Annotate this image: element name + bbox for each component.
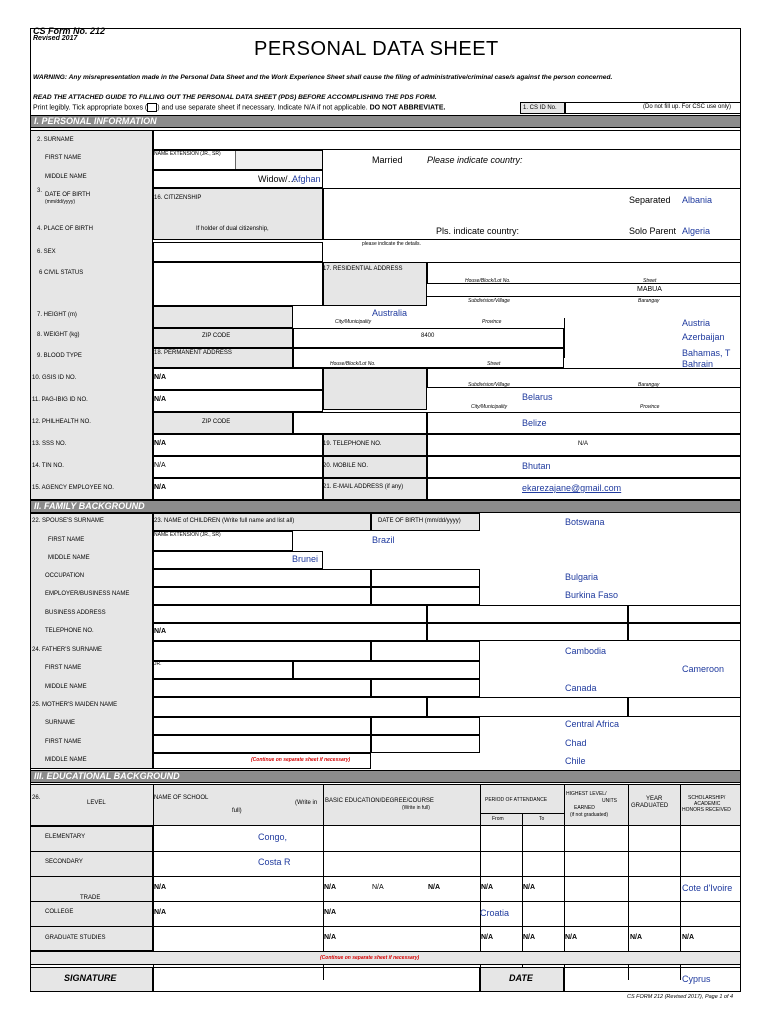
business-row-right (628, 605, 741, 623)
surname-input[interactable] (153, 130, 741, 150)
perm-zip-input[interactable] (293, 412, 427, 434)
indicate-details: please indicate the details. (362, 241, 421, 247)
occupation-input[interactable] (153, 569, 371, 587)
print-instructions (33, 103, 445, 112)
country-croatia: Croatia (480, 908, 510, 918)
surname-label: 2. SURNAME (37, 137, 74, 143)
edu-label-col (30, 826, 153, 951)
grad-to: N/A (523, 934, 536, 941)
telephone-label: 19. TELEPHONE NO. (323, 441, 382, 447)
edu-year-b: GRADUATED (631, 803, 669, 809)
guide-text: READ THE ATTACHED GUIDE TO FILLING OUT THE PERSONAL DATA SHEET (PDS) BEFORE ACCOMPLISHING THE PDS FORM. (33, 94, 437, 101)
grad-highest: N/A (565, 934, 578, 941)
edu-num: 26. (32, 795, 41, 801)
country-algeria: Algeria (682, 226, 711, 236)
spouse-surname-label: 22. SPOUSE'S SURNAME (32, 518, 104, 524)
employer-label: EMPLOYER/BUSINESS NAME (45, 591, 130, 597)
country-congo: Congo, (258, 832, 288, 842)
mother-child-row[interactable] (371, 717, 480, 735)
telephone-value: N/A (578, 441, 589, 447)
print-instruction-a: Print legibly. Tick appropriate boxes ( (33, 104, 148, 112)
pagibig-input[interactable] (153, 390, 323, 412)
country-cyprus: Cyprus (682, 974, 711, 984)
city-caption: City/Municipality (335, 319, 372, 325)
spouse-name-ext: NAME EXTENSION (JR., SR) (154, 532, 221, 538)
father-child-row[interactable] (371, 641, 480, 661)
pls-indicate-country: Pls. indicate country: (436, 226, 520, 236)
civil-status-label: 6 CIVIL STATUS (39, 270, 84, 276)
edu-trade-label: TRADE (80, 895, 101, 901)
agency-value: N/A (154, 484, 167, 491)
street-value: MABUA (637, 286, 662, 293)
country-afghan: Afghan (292, 174, 321, 184)
province-caption: Province (482, 319, 502, 325)
business-address-input[interactable] (153, 605, 427, 623)
spouse-middle-label: MIDDLE NAME (48, 555, 90, 561)
spouse-telephone-value: N/A (154, 628, 167, 635)
edu-secondary-label: SECONDARY (45, 859, 83, 865)
grad-honors: N/A (682, 934, 695, 941)
country-costa: Costa R (258, 857, 291, 867)
country-azerbaijan: Azerbaijan (682, 332, 725, 342)
father-middle-label: MIDDLE NAME (45, 684, 87, 690)
country-chile: Chile (565, 756, 586, 766)
country-belarus: Belarus (522, 392, 553, 402)
edu-course-sub: (Write in full) (402, 805, 430, 811)
edu-sch-a: SCHOLARSHIP/ (688, 795, 726, 801)
edu-highest-a: HIGHEST LEVEL/ (566, 791, 607, 797)
perm-street-caption: Street (487, 361, 501, 367)
cs-id-label-text: 1. CS ID No. (523, 105, 557, 111)
father-first-rest (293, 661, 480, 679)
mother-maiden-label: 25. MOTHER'S MAIDEN NAME (32, 702, 118, 708)
edu-graduate-label: GRADUATE STUDIES (45, 935, 106, 941)
mother-surname-label: SURNAME (45, 720, 76, 726)
country-bhutan: Bhutan (522, 461, 551, 471)
zip-label-2: ZIP CODE (202, 419, 231, 425)
philhealth-label: 12. PHILHEALTH NO. (32, 419, 91, 425)
no-abbreviate: DO NOT ABBREVIATE. (369, 104, 446, 112)
edu-school-header: NAME OF SCHOOL (154, 795, 209, 801)
mother-row-mid (427, 697, 628, 717)
edu-highest-d: (if not graduated) (570, 812, 609, 818)
college-school: N/A (154, 909, 167, 916)
child-row-2[interactable] (371, 587, 480, 605)
form-revision: Revised 2017 (33, 35, 78, 42)
occupation-label: OCCUPATION (45, 573, 85, 579)
name-extension-box (235, 150, 323, 170)
house-block-caption: House/Block/Lot No. (465, 278, 511, 284)
dual-citizenship-note: If holder of dual citizenship, (196, 226, 269, 232)
perm-province-caption: Province (640, 404, 660, 410)
country-bahamas: Bahamas, T (682, 348, 731, 358)
employer-input[interactable] (153, 587, 371, 605)
father-jr: JR. (154, 661, 162, 667)
middle-name-label: MIDDLE NAME (45, 174, 87, 180)
section-family-background: II. FAMILY BACKGROUND (30, 500, 741, 513)
pagibig-label: 11. PAG-IBIG ID NO. (32, 397, 88, 403)
country-cameroon: Cameroon (682, 664, 725, 674)
trade-from: N/A (481, 884, 494, 891)
trade-to: N/A (523, 884, 536, 891)
perm-subdivision-caption: Subdivision/Village (468, 382, 510, 388)
business-address-label: BUSINESS ADDRESS (45, 610, 106, 616)
country-albania: Albania (682, 195, 713, 205)
country-australia: Australia (372, 308, 408, 318)
country-canada: Canada (565, 683, 597, 693)
mother-first-input[interactable] (153, 735, 371, 753)
grad-from: N/A (481, 934, 494, 941)
grad-course: N/A (324, 934, 337, 941)
page-footer: CS FORM 212 (Revised 2017), Page 1 of 4 (627, 994, 734, 1000)
citizenship-input[interactable] (323, 188, 741, 240)
weight-label: 8. WEIGHT (kg) (37, 332, 80, 338)
form-number: CS Form No. 212 (33, 26, 106, 36)
father-surname-label: 24. FATHER'S SURNAME (32, 647, 103, 653)
edu-period-header: PERIOD OF ATTENDANCE (485, 797, 548, 803)
cs-id-note: (Do not fill up. For CSC use only) (643, 104, 732, 110)
civil-status-widow: Widow/… (258, 174, 297, 184)
spouse-telephone-label: TELEPHONE NO. (45, 628, 94, 634)
blood-type-label: 9. BLOOD TYPE (37, 353, 82, 359)
edu-elementary-label: ELEMENTARY (45, 834, 86, 840)
country-bulgaria: Bulgaria (565, 572, 599, 582)
edu-to: To (539, 816, 545, 822)
father-middle-child[interactable] (371, 679, 480, 697)
warning-text: WARNING: Any misrepresentation made in the Personal Data Sheet and the Work Experience Sheet shall cause the filing of administrative/criminal case/s against the person concerned. (33, 74, 613, 81)
country-botswana: Botswana (565, 517, 605, 527)
gsis-label: 10. GSIS ID NO. (32, 375, 77, 381)
email-label: 21. E-MAIL ADDRESS (if any) (323, 484, 404, 490)
street-caption: Street (643, 278, 657, 284)
sss-input[interactable] (153, 434, 323, 456)
mother-maiden-input[interactable] (153, 697, 427, 717)
sex-input[interactable] (153, 242, 323, 262)
sss-label: 13. SSS NO. (32, 441, 67, 447)
sex-label: 6. SEX (37, 249, 56, 255)
tin-input[interactable] (153, 456, 323, 478)
citizenship-label: 16. CITIZENSHIP (154, 195, 202, 201)
signature-label: SIGNATURE (64, 973, 117, 983)
tick-box (147, 103, 157, 112)
perm-gap-1 (323, 368, 427, 410)
dob-label: DATE OF BIRTH (45, 192, 91, 198)
country-central-africa: Central Africa (565, 719, 620, 729)
pob-label: 4. PLACE OF BIRTH (37, 226, 93, 232)
civil-status-input[interactable] (153, 262, 323, 306)
child-row-1[interactable] (371, 569, 480, 587)
section-personal-information: I. PERSONAL INFORMATION (30, 115, 741, 128)
father-surname-input[interactable] (153, 641, 371, 661)
residential-address-label: 17. RESIDENTIAL ADDRESS (323, 266, 403, 272)
pagibig-value: N/A (154, 396, 167, 403)
height-input[interactable] (153, 306, 293, 328)
agency-label: 15. AGENCY EMPLOYEE NO. (32, 485, 114, 491)
country-cambodia: Cambodia (565, 646, 607, 656)
sss-value: N/A (154, 440, 167, 447)
perm-city-caption: City/Municipality (471, 404, 508, 410)
college-course: N/A (324, 909, 337, 916)
perm-house-caption: House/Block/Lot No. (330, 361, 376, 367)
first-name-label: FIRST NAME (45, 155, 82, 161)
edu-from: From (492, 816, 504, 822)
edu-sch-b: ACADEMIC (694, 801, 721, 807)
edu-full: full) (232, 808, 242, 814)
tel-row-right (628, 623, 741, 641)
tin-value: N/A (154, 462, 166, 469)
country-austria: Austria (682, 318, 711, 328)
father-middle-input[interactable] (153, 679, 371, 697)
gsis-input[interactable] (153, 368, 323, 390)
date-label: DATE (509, 973, 533, 983)
barangay-caption: Barangay (638, 298, 660, 304)
name-extension-label: NAME EXTENSION (JR., SR) (154, 151, 221, 157)
edu-write-full: (Write in (295, 800, 318, 806)
country-belize: Belize (522, 418, 547, 428)
country-burkina: Burkina Faso (565, 590, 619, 600)
section-educational-background: III. EDUCATIONAL BACKGROUND (30, 770, 741, 783)
perm-barangay-caption: Barangay (638, 382, 660, 388)
indicate-country-1: Please indicate country: (427, 155, 523, 165)
country-bahrain: Bahrain (682, 359, 714, 369)
grad-year: N/A (630, 934, 643, 941)
country-brazil: Brazil (372, 535, 395, 545)
zip-label-1: ZIP CODE (202, 333, 231, 339)
children-label: 23. NAME of CHILDREN (Write full name and list all) (154, 518, 295, 524)
permanent-address-label: 18. PERMANENT ADDRESS (154, 350, 232, 356)
mother-middle-label: MIDDLE NAME (45, 757, 87, 763)
subdivision-caption: Subdivision/Village (468, 298, 510, 304)
dob-format: (mm/dd/yyyy) (45, 199, 75, 205)
child-dob-label: DATE OF BIRTH (mm/dd/yyyy) (378, 518, 461, 524)
civil-status-separated: Separated (629, 195, 671, 205)
email-value: ekarezajane@gmail.com (522, 483, 622, 493)
trade-course-3: N/A (428, 884, 441, 891)
family-continue-note: (Continue on separate sheet if necessary) (251, 757, 351, 763)
country-cote: Cote d'Ivoire (682, 883, 733, 893)
date-input[interactable] (564, 967, 741, 992)
mobile-input[interactable] (427, 456, 741, 478)
mother-row-right (628, 697, 741, 717)
perm-zip-rest (427, 412, 741, 434)
page-title: PERSONAL DATA SHEET (254, 38, 499, 60)
dob-num: 3. (37, 188, 43, 194)
trade-course: N/A (324, 884, 337, 891)
edu-year-a: YEAR (646, 796, 663, 802)
mother-surname-input[interactable] (153, 717, 371, 735)
signature-input[interactable] (153, 967, 480, 992)
business-row-mid (427, 605, 628, 623)
spouse-first-label: FIRST NAME (48, 537, 85, 543)
gsis-value: N/A (154, 374, 167, 381)
family-label-column (30, 513, 153, 769)
edu-course-header: BASIC EDUCATION/DEGREE/COURSE (325, 798, 434, 804)
mother-first-label: FIRST NAME (45, 739, 82, 745)
edu-highest-b: UNITS (602, 798, 617, 804)
edu-highest-c: EARNED (574, 805, 595, 811)
civil-status-married: Married (372, 155, 403, 165)
edu-level-header: LEVEL (87, 800, 106, 806)
agency-input[interactable] (153, 478, 323, 500)
edu-college-label: COLLEGE (45, 909, 74, 915)
cs-id-label (520, 102, 565, 114)
zip-value: 8400 (421, 333, 435, 339)
country-brunei: Brunei (292, 554, 319, 564)
tin-label: 14. TIN NO. (32, 463, 64, 469)
civil-status-solo-parent: Solo Parent (629, 226, 677, 236)
trade-course-2: N/A (372, 884, 384, 891)
tel-row-mid (427, 623, 628, 641)
edu-sch-c: HONORS RECEIVED (682, 807, 731, 813)
country-chad: Chad (565, 738, 587, 748)
height-label: 7. HEIGHT (m) (37, 312, 77, 318)
print-instruction-b: ) and use separate sheet if necessary. Indicate N/A if not applicable. (157, 104, 368, 112)
father-first-label: FIRST NAME (45, 665, 82, 671)
trade-school: N/A (154, 884, 167, 891)
edu-continue-note: (Continue on separate sheet if necessary) (320, 955, 420, 961)
father-first-input[interactable] (153, 661, 293, 679)
mobile-label: 20. MOBILE NO. (323, 463, 369, 469)
spouse-telephone-input[interactable] (153, 623, 427, 641)
mother-first-child[interactable] (371, 735, 480, 753)
